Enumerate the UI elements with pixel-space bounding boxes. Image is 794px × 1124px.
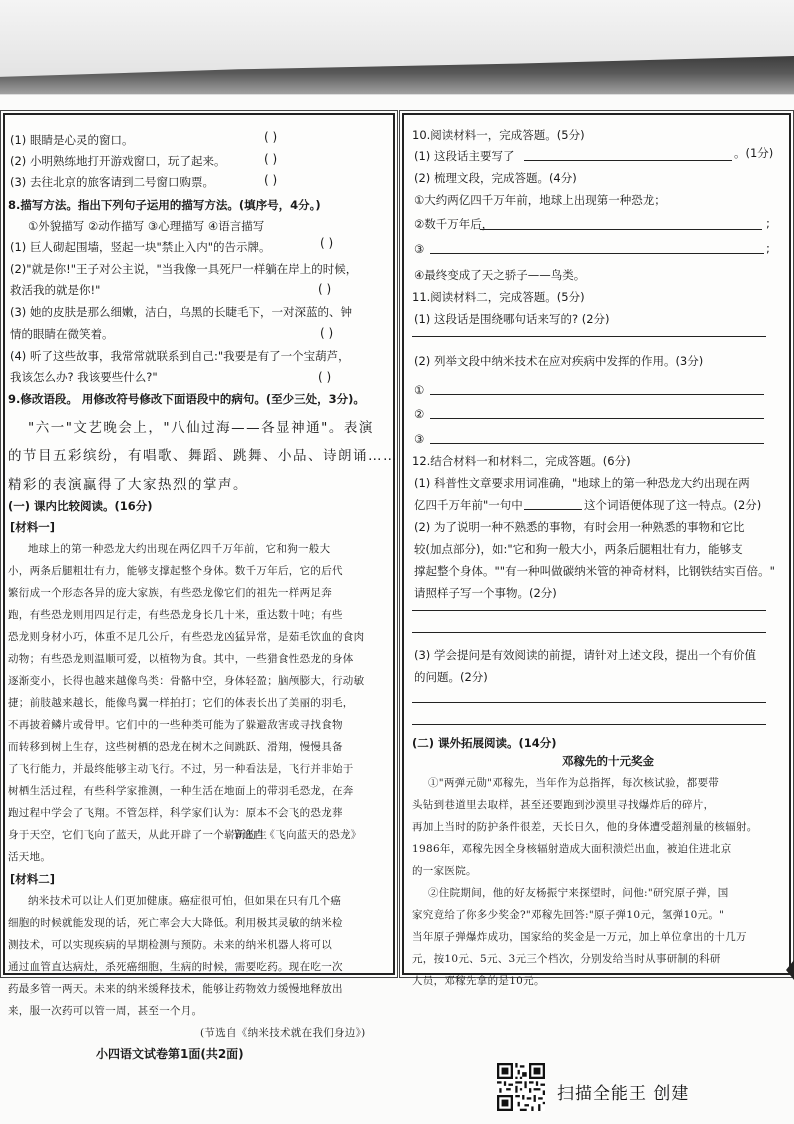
answer-underline[interactable] xyxy=(412,724,766,725)
answer-underline[interactable] xyxy=(412,610,766,611)
left-text-line: (4) 听了这些故事，我常常就联系到自己:"我要是有了一个宝葫芦， xyxy=(10,349,350,363)
left-text-line: 细胞的时候就能发现的话，死亡率会大大降低。利用极其灵敏的纳米检 xyxy=(8,917,343,929)
right-text-line: ; xyxy=(766,241,770,255)
left-text-line: 测技术，可以实现疾病的早期检测与预防。未来的纳米机器人将可以 xyxy=(8,939,332,951)
right-text-line: 1986年，邓稼先因全身核辐射造成大面积溃烂出血，被迫住进北京 xyxy=(412,843,732,855)
qr-code-icon xyxy=(497,1063,545,1111)
right-text-line: (3) 学会提问是有效阅读的前提，请针对上述文段，提出一个有价值 xyxy=(414,648,756,662)
scan-top-shadow xyxy=(0,0,794,95)
left-text-line: 的节目五彩缤纷，有唱歌、舞蹈、跳舞、小品、诗朗诵…… xyxy=(8,448,398,464)
left-text-line: 跑，有些恐龙则用四足行走，有些恐龙身长几十米，重达数十吨；有些 xyxy=(8,609,343,621)
answer-underline[interactable] xyxy=(524,160,732,161)
left-text-line: (3) 去往北京的旅客请到二号窗口购票。 xyxy=(10,175,214,189)
left-text-line: (2)"就是你!"王子对公主说，"当我像一具死尸一样躺在岸上的时候， xyxy=(10,262,358,276)
left-text-line: 9.修改语段。 用修改符号修改下面语段中的病句。(至少三处，3分)。 xyxy=(8,392,365,406)
right-text-line: 撑起整个身体。""有一种叫做碳纳米管的神奇材料，比钢铁结实百倍。" xyxy=(414,564,775,578)
right-text-line: ①大约两亿四千万年前，地球上出现第一种恐龙； xyxy=(414,193,666,207)
right-text-line: 头钻到巷道里去取样，甚至还要跑到沙漠里寻找爆炸后的碎片， xyxy=(412,799,715,811)
right-text-line: 再加上当时的防护条件很差，天长日久，他的身体遭受超剂量的核辐射。 xyxy=(412,821,758,833)
right-text-line: 11.阅读材料二，完成答题。(5分) xyxy=(412,290,585,304)
answer-blank-paren[interactable]: ( ) xyxy=(320,326,334,340)
left-text-line: 繁衍成一个形态各异的庞大家族，有些恐龙像它们的祖先一样两足奔 xyxy=(8,587,332,599)
right-text-line: ③ xyxy=(414,432,425,446)
right-text-line: ④最终变成了天之骄子——鸟类。 xyxy=(414,268,586,282)
left-text-line: ①外貌描写 ②动作描写 ③心理描写 ④语言描写 xyxy=(28,219,265,233)
right-text-line: 邓稼先的十元奖金 xyxy=(562,754,654,768)
left-text-line: 了飞行能力，并最终能够主动飞行。不过，另一种看法是，飞行并非始于 xyxy=(8,763,354,775)
camscanner-label: 扫描全能王 创建 xyxy=(557,1084,690,1104)
answer-blank-paren[interactable]: ( ) xyxy=(264,152,278,166)
right-text-line: ②住院期间，他的好友杨振宁来探望时，问他:"研究原子弹，国 xyxy=(428,887,729,899)
answer-blank-paren[interactable]: ( ) xyxy=(320,236,334,250)
right-text-line: ②数千万年后， xyxy=(414,217,494,231)
answer-underline[interactable] xyxy=(430,418,764,419)
answer-underline[interactable] xyxy=(430,443,764,444)
answer-underline[interactable] xyxy=(524,509,582,510)
answer-underline[interactable] xyxy=(430,253,764,254)
answer-blank-paren[interactable]: ( ) xyxy=(318,282,332,296)
right-text-line: (二) 课外拓展阅读。(14分) xyxy=(412,736,557,750)
left-text-line: 不再披着鳞片或骨甲。它们中的一些种类可能为了躲避敌害或寻找食物 xyxy=(8,719,343,731)
right-text-line: 。(1分) xyxy=(734,146,774,160)
left-text-line: 精彩的表演赢得了大家热烈的掌声。 xyxy=(8,477,248,493)
left-text-line: [材料二] xyxy=(10,872,56,886)
left-text-line: 来，服一次药可以管一周，甚至一个月。 xyxy=(8,1005,203,1017)
answer-underline[interactable] xyxy=(430,394,764,395)
right-text-line: ; xyxy=(766,216,770,230)
right-text-line: 较(加点部分)，如:"它和狗一般大小，两条后腿粗壮有力，能够支 xyxy=(414,542,743,556)
left-text-line: (2) 小明熟练地打开游戏窗口，玩了起来。 xyxy=(10,154,226,168)
answer-underline[interactable] xyxy=(412,336,766,337)
right-text-line: ③ xyxy=(414,242,425,256)
right-text-line: 10.阅读材料一，完成答题。(5分) xyxy=(412,128,585,142)
right-text-line: (1) 科普性文章要求用词准确，"地球上的第一种恐龙大约出现在两 xyxy=(414,476,750,490)
left-text-line: 小，两条后腿粗壮有力，能够支撑起整个身体。数千万年后，它的后代 xyxy=(8,565,343,577)
left-text-line: 树栖生活过程，有些科学家推测，一种生活在地面上的带羽毛恐龙，在奔 xyxy=(8,785,354,797)
left-text-line: 逐渐变小，长得也越来越像鸟类：骨骼中空，身体轻盈；脑颅膨大，行动敏 xyxy=(8,675,365,687)
left-text-line: 捷；前肢越来越长，能像鸟翼一样拍打；它们的体表长出了美丽的羽毛， xyxy=(8,697,354,709)
answer-blank-paren[interactable]: ( ) xyxy=(318,370,332,384)
right-text-line: 亿四千万年前"一句中 xyxy=(414,498,523,512)
answer-underline[interactable] xyxy=(412,702,766,703)
left-text-line: 而转移到树上生存，这些树栖的恐龙在树木之间跳跃、滑翔，慢慢具备 xyxy=(8,741,343,753)
left-text-line: 节选自《飞向蓝天的恐龙》 xyxy=(232,829,362,841)
right-text-line: ①"两弹元勋"邓稼先，当年作为总指挥，每次核试验，都要带 xyxy=(428,777,720,789)
left-text-line: 活天地。 xyxy=(8,851,52,863)
page-footer: 小四语文试卷第1面(共2面) xyxy=(96,1047,244,1061)
right-text-line: 这个词语便体现了这一特点。(2分) xyxy=(584,498,762,512)
answer-underline[interactable] xyxy=(480,229,762,230)
right-text-line: (2) 列举文段中纳米技术在应对疾病中发挥的作用。(3分) xyxy=(414,354,704,368)
right-text-line: (2) 梳理文段，完成答题。(4分) xyxy=(414,171,577,185)
right-text-line: 元，按10元、5元、3元三个档次，分别发给当时从事研制的科研 xyxy=(412,953,721,965)
answer-blank-paren[interactable]: ( ) xyxy=(264,173,278,187)
right-text-line: 人员，邓稼先拿的是10元。 xyxy=(412,975,545,987)
left-text-line: 纳米技术可以让人们更加健康。癌症很可怕，但如果在只有几个癌 xyxy=(28,895,342,907)
left-text-line: 跑过程中学会了飞翔。不管怎样，科学家们认为：原本不会飞的恐龙葬 xyxy=(8,807,343,819)
left-text-line: 身于天空，它们飞向了蓝天，从此开辟了一个崭新的生 xyxy=(8,829,268,841)
left-text-line: (3) 她的皮肤是那么细嫩，洁白，乌黑的长睫毛下，一对深蓝的、钟 xyxy=(10,305,352,319)
left-text-line: 我该怎么办? 我该要些什么?" xyxy=(10,370,158,384)
answer-underline[interactable] xyxy=(412,632,766,633)
left-text-line: (节选自《纳米技术就在我们身边》) xyxy=(200,1027,366,1039)
right-text-line: ② xyxy=(414,407,425,421)
right-text-line: 12.结合材料一和材料二，完成答题。(6分) xyxy=(412,454,631,468)
left-text-line: 动物；有些恐龙则温顺可爱，以植物为食。其中，一些猎食性恐龙的身体 xyxy=(8,653,354,665)
right-text-line: 请照样子写一个事物。(2分) xyxy=(414,586,557,600)
left-text-line: 救活我的就是你!" xyxy=(10,283,101,297)
left-text-line: 通过血管直达病灶，杀死癌细胞，生病的时候，需要吃药。现在吃一次 xyxy=(8,961,343,973)
right-text-line: 当年原子弹爆炸成功，国家给的奖金是一万元，加上单位拿出的十几万 xyxy=(412,931,747,943)
page-corner-mark xyxy=(786,960,794,980)
right-text-line: (2) 为了说明一种不熟悉的事物，有时会用一种熟悉的事物和它比 xyxy=(414,520,745,534)
right-text-line: 的问题。(2分) xyxy=(414,670,488,684)
answer-blank-paren[interactable]: ( ) xyxy=(264,130,278,144)
right-text-line: (1) 这段话主要写了 xyxy=(414,149,515,163)
left-text-line: (1) 巨人砌起围墙，竖起一块"禁止入内"的告示牌。 xyxy=(10,240,271,254)
left-text-line: 地球上的第一种恐龙大约出现在两亿四千万年前，它和狗一般大 xyxy=(28,543,331,555)
right-text-line: ① xyxy=(414,383,425,397)
left-text-line: 恐龙则身材小巧，体重不足几公斤，有些恐龙凶猛异常，是茹毛饮血的食肉 xyxy=(8,631,365,643)
right-text-line: (1) 这段话是围绕哪句话来写的? (2分) xyxy=(414,312,610,326)
left-text-line: [材料一] xyxy=(10,520,56,534)
left-text-line: 药最多管一两天。未来的纳米缓释技术，能够让药物效力缓慢地释放出 xyxy=(8,983,343,995)
right-text-line: 的一家医院。 xyxy=(412,865,477,877)
left-text-line: 情的眼睛在微笑着。 xyxy=(10,327,114,341)
left-text-line: (1) 眼睛是心灵的窗口。 xyxy=(10,133,134,147)
left-text-line: 8.描写方法。指出下列句子运用的描写方法。(填序号，4分。) xyxy=(8,198,321,212)
left-text-line: "六一"文艺晚会上，"八仙过海——各显神通"。表演 xyxy=(28,420,374,436)
left-text-line: (一) 课内比较阅读。(16分) xyxy=(8,499,153,513)
right-text-line: 家究竟给了你多少奖金?"邓稼先回答:"原子弹10元，氢弹10元。" xyxy=(412,909,725,921)
